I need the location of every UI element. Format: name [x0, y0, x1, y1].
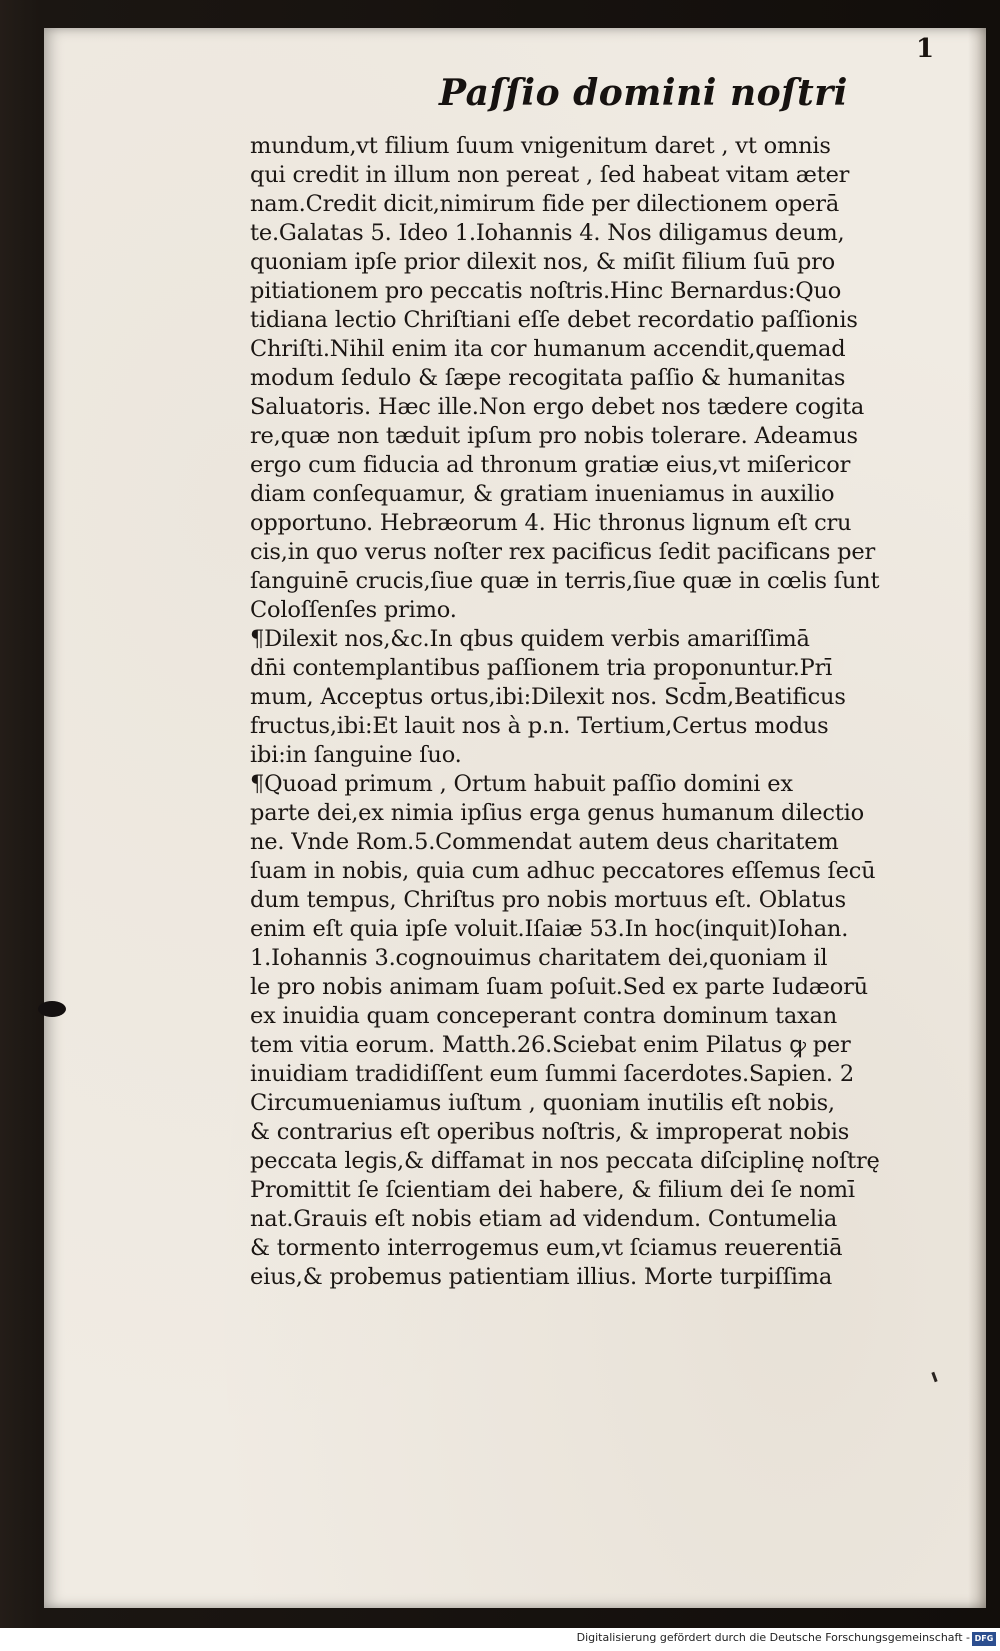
text-line: Circumueniamus iuſtum , quoniam inutilis eſt nobis,	[250, 1090, 835, 1116]
text-line: ergo cum fiducia ad thronum gratiæ eius,vt miſericor	[250, 452, 851, 478]
text-line: enim eſt quia ipſe voluit.Iſaiæ 53.In hoc(inquit)Iohan.	[250, 916, 849, 942]
text-line: pitiationem pro peccatis noſtris.Hinc Bernardus:Quo	[250, 278, 842, 304]
text-line: ſuam in nobis, quia cum adhuc peccatores eſſemus ſecū	[250, 858, 876, 884]
dfg-logo: DFG	[972, 1632, 996, 1646]
text-line: diam conſequamur, & gratiam inueniamus in auxilio	[250, 481, 835, 507]
text-line: nam.Credit dicit,nimirum fide per dilectionem operā	[250, 191, 840, 217]
text-line: 1.Iohannis 3.cognouimus charitatem dei,quoniam il	[250, 945, 828, 971]
text-line: Chriſti.Nihil enim ita cor humanum accendit,quemad	[250, 336, 846, 362]
text-line: eius,& probemus patientiam illius. Morte turpiſſima	[250, 1264, 833, 1290]
text-line: quoniam ipſe prior dilexit nos, & miſit filium ſuū pro	[250, 249, 835, 275]
text-line: Saluatoris. Hæc ille.Non ergo debet nos tædere cogita	[250, 394, 865, 420]
text-line: Promittit ſe ſcientiam dei habere, & filium dei ſe nomī	[250, 1177, 855, 1203]
text-line: tidiana lectio Chriſtiani eſſe debet recordatio paſſionis	[250, 307, 858, 333]
text-line: & contrarius eſt operibus noſtris, & improperat nobis	[250, 1119, 850, 1145]
text-line: re,quæ non tæduit ipſum pro nobis tolerare. Adeamus	[250, 423, 858, 449]
ink-blot	[38, 1001, 66, 1017]
text-line: mundum,vt filium ſuum vnigenitum daret , vt omnis	[250, 133, 831, 159]
text-line: dum tempus, Chriſtus pro nobis mortuus eſt. Oblatus	[250, 887, 846, 913]
text-line: fructus,ibi:Et lauit nos à p.n. Tertium,Certus modus	[250, 713, 829, 739]
text-line: modum ſedulo & ſæpe recogitata paſſio & humanitas	[250, 365, 846, 391]
text-line: nat.Grauis eſt nobis etiam ad videndum. Contumelia	[250, 1206, 838, 1232]
text-body	[250, 132, 940, 1292]
text-line: peccata legis,& diffamat in nos peccata diſciplinę noſtrę	[250, 1148, 880, 1174]
running-head: Paſſio domini noſtri	[439, 72, 848, 114]
page-edge-shadow	[968, 28, 986, 1608]
funding-credit: Digitalisierung gefördert durch die Deutsche Forschungsgemeinschaft -	[576, 1631, 970, 1644]
text-line: te.Galatas 5. Ideo 1.Iohannis 4. Nos diligamus deum,	[250, 220, 845, 246]
text-line: qui credit in illum non pereat , ſed habeat vitam æter	[250, 162, 850, 188]
folio-number: 1	[916, 34, 935, 64]
text-line: opportuno. Hebræorum 4. Hic thronus lignum eſt cru	[250, 510, 852, 536]
text-line: parte dei,ex nimia ipſius erga genus humanum dilectio	[250, 800, 864, 826]
paragraph-start-line: ¶Quoad primum , Ortum habuit paſſio domini ex	[250, 771, 793, 797]
text-line: inuidiam tradidiſſent eum ſummi ſacerdotes.Sapien. 2	[250, 1061, 854, 1087]
text-line: mum, Acceptus ortus,ibi:Dilexit nos. Scd̄m,Beatificus	[250, 684, 846, 710]
text-line: le pro nobis animam ſuam poſuit.Sed ex parte Iudæorū	[250, 974, 868, 1000]
text-line: ex inuidia quam conceperant contra dominum taxan	[250, 1003, 838, 1029]
text-line: cis,in quo verus noſter rex pacificus ſedit pacificans per	[250, 539, 876, 565]
ink-speck	[931, 1372, 937, 1382]
footer-bar	[0, 1628, 1000, 1651]
paragraph-start-line: ¶Dilexit nos,&c.In qbus quidem verbis amariſſimā	[250, 626, 810, 652]
text-line: Coloſſenſes primo.	[250, 597, 457, 623]
book-page	[44, 28, 986, 1608]
text-line: tem vitia eorum. Matth.26.Sciebat enim Pilatus ꝙ per	[250, 1032, 851, 1058]
text-line: dn̄i contemplantibus paſſionem tria proponuntur.Prī	[250, 655, 833, 681]
text-line: ne. Vnde Rom.5.Commendat autem deus charitatem	[250, 829, 839, 855]
text-line: ſanguinē crucis,ſiue quæ in terris,ſiue quæ in cœlis ſunt	[250, 568, 880, 594]
text-line: & tormento interrogemus eum,vt ſciamus reuerentiā	[250, 1235, 843, 1261]
text-line: ibi:in ſanguine ſuo.	[250, 742, 462, 768]
